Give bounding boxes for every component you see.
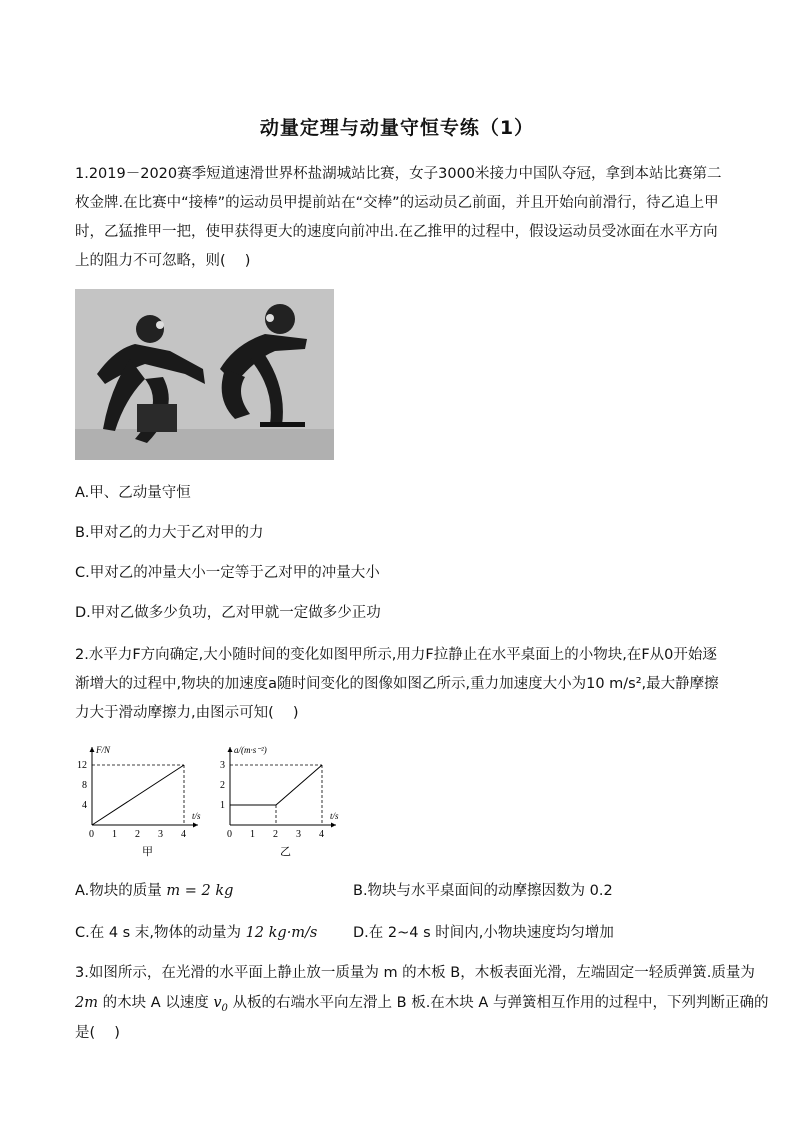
q2-option-a-label: A.物块的质量 (75, 883, 162, 899)
graph-1-caption: 甲 (142, 845, 153, 858)
question-1-text: 1.2019－2020赛季短道速滑世界杯盐湖城站比赛，女子3000米接力中国队夺冠，拿到本站比赛第二枚金牌.在比赛中“接棒”的运动员甲提前站在“交棒”的运动员乙前面，并且开始向前滑行，待乙追上甲时，乙猛推甲一把，使甲获得更大的速度向前冲出.在乙推甲的过程中，假设运动员受冰面在水平方向上的阻力不可忽略，则( ) (75, 166, 722, 269)
graph-2-x-tick-0: 0 (227, 829, 232, 840)
question-3-line-1: 3.如图所示，在光滑的水平面上静止放一质量为 m 的木板 B，木板表面光滑，左端固定一轻质弹簧.质量为 (75, 965, 755, 981)
q2-option-a (75, 880, 233, 902)
q3-velocity (213, 995, 228, 1014)
page-title: 动量定理与动量守恒专练（1） (259, 117, 535, 139)
graph-2-x-tick-1: 1 (250, 829, 255, 840)
graph-2-y-arrow (228, 747, 233, 752)
q3-velocity-symbol: v (213, 995, 222, 1011)
q1-option-c: C.甲对乙的冲量大小一定等于乙对甲的冲量大小 (75, 565, 380, 581)
q3-velocity-subscript: 0 (221, 1002, 228, 1014)
graph-2-caption: 乙 (280, 845, 291, 858)
q1-option-b: B.甲对乙的力大于乙对甲的力 (75, 525, 264, 541)
q2-option-c (75, 922, 317, 944)
graph-1-x-arrow (193, 823, 198, 828)
graph-1-x-tick-0: 0 (89, 829, 94, 840)
graphs-figure (77, 740, 370, 860)
question-2-text: 2.水平力F方向确定,大小随时间的变化如图甲所示,用力F拉静止在水平桌面上的小物块,在F从0开始逐渐增大的过程中,物块的加速度a随时间变化的图像如图乙所示,重力加速度大小为10 m/s²,最大静摩擦力大于滑动摩擦力,由图示可知( ) (75, 647, 719, 721)
graph-1-x-label: t/s (192, 811, 201, 821)
graph-1-x-tick-4: 4 (181, 829, 186, 840)
graph-1-y-tick-12: 12 (77, 760, 87, 771)
graph-1-x-tick-3: 3 (158, 829, 163, 840)
graph-1-y-label: F/N (96, 745, 111, 755)
graph-2-y-tick-3: 3 (220, 760, 225, 771)
graph-1-y-arrow (90, 747, 95, 752)
graph-1-y-tick-8: 8 (82, 780, 87, 791)
q3-text-a: 的木块 A 以速度 (102, 995, 209, 1011)
q2-option-d: D.在 2~4 s 时间内,小物块速度均匀增加 (353, 925, 614, 941)
skating-photo (75, 289, 334, 460)
graph-2-y-tick-2: 2 (220, 780, 225, 791)
graph-2-y-label: a/(m·s⁻²) (234, 745, 267, 755)
graph-2-x-tick-3: 3 (296, 829, 301, 840)
q3-text-b: 从板的右端水平向左滑上 B 板.在木块 A 与弹簧相互作用的过程中，下列判断正确的 (232, 995, 769, 1011)
graph-2-series-line (230, 765, 322, 805)
graph-2-x-tick-2: 2 (273, 829, 278, 840)
q1-option-a: A.甲、乙动量守恒 (75, 485, 191, 501)
q1-option-d: D.甲对乙做多少负功，乙对甲就一定做多少正功 (75, 605, 381, 621)
graph-1-y-tick-4: 4 (82, 800, 87, 811)
q2-option-b: B.物块与水平桌面间的动摩擦因数为 0.2 (353, 883, 613, 899)
graph-2-x-arrow (331, 823, 336, 828)
question-3-line-2 (75, 992, 768, 1020)
graph-1-series-line (92, 765, 184, 825)
q3-mass: 2m (75, 995, 98, 1011)
graph-1-x-tick-2: 2 (135, 829, 140, 840)
graph-2-y-tick-1: 1 (220, 800, 225, 811)
q2-option-a-math: m = 2 kg (166, 883, 234, 899)
question-3-line-3: 是( ) (75, 1025, 120, 1041)
q2-option-c-label: C.在 4 s 末,物体的动量为 (75, 925, 241, 941)
graph-2-x-tick-4: 4 (319, 829, 324, 840)
graph-2-x-label: t/s (330, 811, 339, 821)
graph-1-x-tick-1: 1 (112, 829, 117, 840)
q2-option-c-math: 12 kg·m/s (245, 925, 318, 941)
